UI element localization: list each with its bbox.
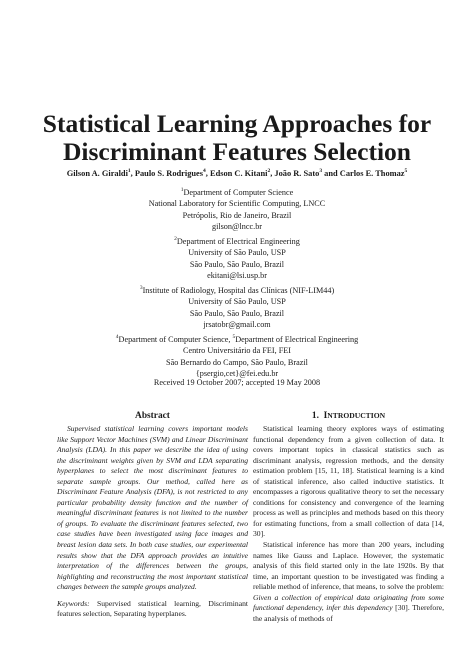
affil-dept: Institute of Radiology, Hospital das Clínicas (NIF-LIM44) [142,286,335,295]
affiliation-2 [0,236,474,281]
left-column [57,410,248,620]
affil-line: University of São Paulo, USP [188,297,286,307]
author-sup: 3 [319,168,323,174]
affil-email: gilson@lncc.br [211,221,263,231]
affil-line: São Paulo, São Paulo, Brazil [189,308,285,318]
author-sep: and [322,169,340,178]
author-sep: , [270,169,275,178]
author-name: Edson C. Kitani [209,169,268,178]
author-sup: 2 [267,168,271,174]
title-line-2: Discriminant Features Selection [63,137,411,166]
affil-email: ekitani@lsi.usp.br [207,270,267,280]
title-line-1: Statistical Learning Approaches for [42,109,432,138]
affiliation-4-5 [0,334,474,379]
affil-sup: 4 [115,334,119,340]
affil-line: University of São Paulo, USP [188,248,286,258]
author-sep: , [130,169,135,178]
section-number: 1. [311,411,319,421]
abstract-text: Supervised statistical learning covers important models like Support Vector Machines (SVM) and Linear Discriminant Analysis (LDA). In this paper we describe the idea of using the discriminant weights given by SVM and LDA separating hyperplanes to select the most discriminant features to separate sample groups. Our method, called here as Discriminant Feature Analysis (DFA), is not restricted to any particular probability density function and the number of meaningful discriminant features is not limited to the number of groups. To evaluate the discriminant features selected, two case studies have been investigated using face images and breast lesion data sets. In both case studies, our experimental results show that the DFA approach provides an intuitive interpretation of the differences between the groups, highlighting and reconstructing the most important statistical changes between the sample groups analyzed. [57,424,248,592]
affil-email: {psergio,cet}@fei.edu.br [195,368,279,378]
author-list [0,168,474,179]
intro-paragraph-1: Statistical learning theory explores ways of estimating functional dependency from a given collection of data. It covers important topics in classical statistics such as discriminant analysis, regression methods, and the density estimation problem [15, 11, 18]. Statistical learning is a kind of statistical inference, also called inductive statistics. It encompasses a rigorous qualitative theory to set the necessary conditions for consistency and convergence of the learning process as well as principles and methods based on this theory for estimating functions, from a small collection of data [14, 30]. [253,424,444,539]
author-name: João R. Sato [274,169,320,178]
received-date: Received 19 October 2007; accepted 19 May 2008 [153,378,321,387]
affil-dept: Department of Computer Science, [118,335,233,344]
section-title-initial: I [323,411,328,421]
keywords-label: Keywords: [57,598,90,608]
keywords-text: Supervised statistical learning, Discriminant features selection, Separating hyperplanes. [57,598,248,619]
intro-p2-italic: Given a collection of empirical data originating from some functional dependency, infer this dependency [253,592,444,613]
affil-dept: Department of Computer Science [183,188,294,197]
author-sup: 4 [203,168,206,174]
affil-sup: 1 [180,187,184,193]
author-name: Gilson A. Giraldi [66,169,128,178]
section-title-rest: NTRODUCTION [327,411,386,420]
affil-dept: Department of Electrical Engineering [176,237,300,246]
keywords [57,599,248,620]
intro-p2-text: Statistical inference has more than 200 years, including names like Gauss and Laplace. However, the systematic analysis of this field started only in the late 1920s. By that time, an important question to be investigated was finding a reliable method of inference, that means, to solve the problem: [253,540,444,592]
paper-title [0,110,474,166]
affiliation-1 [0,187,474,232]
affil-line: National Laboratory for Scientific Computing, LNCC [148,199,326,209]
affil-line: Petrópolis, Rio de Janeiro, Brazil [182,210,292,220]
abstract-heading: Abstract [135,411,170,421]
intro-paragraph-2 [253,540,444,624]
affil-sup: 3 [139,285,143,291]
affil-line: Centro Universitário da FEI, FEI [182,346,291,356]
affil-dept: Department of Electrical Engineering [235,335,359,344]
affil-email: jrsatobr@gmail.com [203,319,271,329]
author-name: Carlos E. Thomaz [339,169,405,178]
right-column [253,410,444,624]
affil-sup: 5 [232,334,236,340]
affiliation-3 [0,285,474,330]
author-sup: 1 [127,168,131,174]
affil-line: São Paulo, São Paulo, Brazil [189,259,285,269]
intro-p2-text-end: [30]. Therefore, the analysis of methods of [253,603,444,623]
author-sup: 5 [404,168,408,174]
author-sep: , [205,169,210,178]
affil-sup: 2 [174,236,177,242]
introduction-heading [253,410,444,422]
affil-line: São Bernardo do Campo, São Paulo, Brazil [166,357,308,367]
author-name: Paulo S. Rodrigues [134,169,204,178]
